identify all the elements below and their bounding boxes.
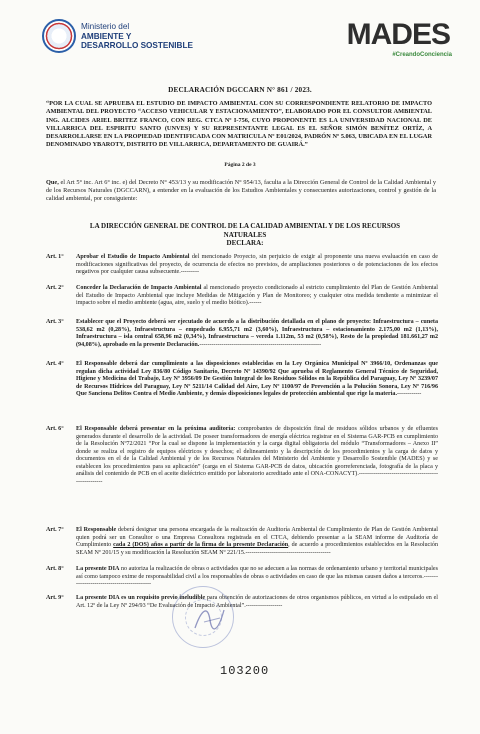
article-body: deberá designar una persona encargada de la realización de Auditoría Ambiental de Cumplimiento de Plan de Gestión Ambiental quien podrá ser un Consultor o una Empresa Consultora registrada en el CTCA, debiendo presentar a la SEAM informe de Auditoría de Cumplimiento: [76, 527, 438, 549]
article-lead: El Responsable: [76, 527, 117, 533]
direction-heading: [60, 222, 430, 248]
mades-tagline: #CreandoConciencia: [392, 52, 452, 58]
article-lead: La presente DIA: [76, 566, 120, 572]
article-underlined: cada 2 (DOS) años a partir de la firma de la presente Declaración: [113, 542, 289, 549]
ministry-line-2: AMBIENTE Y: [81, 31, 132, 41]
que-text: el Art 5° inc. Art 6° inc. e) del Decreto N° 453/13 y su modificación N° 954/13, faculta a la Dirección General de Control de la Calidad Ambiental y de los Recursos Naturales (DGCCARN), a entender en la evaluación de los Estudios Ambientales y consecuentes autorizaciones, control y gestión de la calidad ambiental, por consiguiente:: [46, 179, 436, 202]
article-text: [76, 527, 438, 557]
article-text: [76, 319, 438, 349]
page-number: Página 2 de 3: [224, 162, 256, 168]
article-lead: Conceder la Declaración de Impacto Ambiental: [76, 285, 202, 291]
article-body: del mencionado Proyecto, sin perjuicio de exigir al proponente una nueva evaluación en caso de modificaciones significativas del proyecto, de ocurrencia de efectos no previstos, de ampliaciones posteriores o de potenciaciones de los efectos negativos por cualquier causa subsecuente.---------: [76, 254, 438, 276]
article-label: Art. 6°: [46, 426, 64, 432]
direction-line-3: DECLARA:: [226, 239, 264, 247]
que-lead: Que,: [46, 179, 59, 186]
article-label: Art. 2°: [46, 285, 64, 291]
article-body: para obtención de autorizaciones de otros organismos públicos, en virtud a lo estipulado en el Art. 12º de la Ley Nº 294/93 “De Evaluación de Impacto Ambiental”.------------------: [76, 595, 438, 609]
article-label: Art. 3°: [46, 319, 64, 325]
article-body: comprobantes de disposición final de residuos sólidos urbanos y de efluentes generados durante el desarrollo de la actividad. De poseer transformadores de energía eléctrica registrar en el Sistema GAR-PCB en cumplimiento de la Resolución Nº72/2021 “Por la cual se dispone la implementación y la carga digital obligatoria del módulo “Transformadores – Anexo II” donde se realiza el registro de equipos eléctricos y desechos; el delineamiento y la descripción de los procedimientos y la carga de datos y documentos en el de la Calidad Ambiental y de los Recursos Naturales del Ministerio del Ambiente y Desarrollo Sostenible (MADES) y se establecen los procedimientos para su aplicación” (carga en el Sistema GAR-PCB de datos, ubicación georreferenciada, fotografía de la placa y análisis del contenido de PCB en el aceite dieléctrico emitido por laboratorio acreditado ante el ONA-CONACYT).----------------------------------------------------: [76, 426, 438, 485]
article-text: [76, 361, 438, 399]
article-label: Art. 7°: [46, 527, 64, 533]
direction-line-2: NATURALES: [223, 230, 267, 239]
article-text: [76, 426, 438, 486]
article-text: [76, 254, 438, 277]
article-6: [46, 426, 438, 486]
article-lead: La presente DIA es un requisito previo ineludible: [76, 595, 206, 601]
article-label: Art. 9°: [46, 595, 64, 601]
signature-icon: [190, 598, 230, 638]
article-body: ------------: [396, 391, 422, 398]
article-7: [46, 527, 438, 557]
document-header: [0, 0, 480, 70]
declaration-title: DECLARACIÓN DGCCARN N° 861 / 2023.: [168, 86, 312, 94]
article-9: [46, 595, 438, 610]
article-label: Art. 8°: [46, 566, 64, 572]
article-4: [46, 361, 438, 399]
article-lead: Aprobar el Estudio de Impacto Ambiental: [76, 254, 190, 260]
ministry-line-1: Ministerio del: [81, 22, 130, 31]
mades-logo: MADES: [346, 18, 450, 51]
ministry-line-3: DESARROLLO SOSTENIBLE: [81, 41, 193, 51]
article-3: [46, 319, 438, 349]
article-body-2: , de acuerdo a procedimientos establecidos en la Resolución SEAM Nº 201/15 y su modificación la Resolución SEAM Nº 221/15.------------------------------------------: [76, 542, 438, 556]
article-8: [46, 566, 438, 589]
document-serial-number: 103200: [220, 664, 270, 678]
article-body: no autoriza la realización de obras o actividades que no se adecuen a las normas de ordenamiento urbano y territorial municipales así como tampoco exime de responsabilidad civil a los responsables de obras o actividades en caso de que las mismas causen daños a terceros.--------------------------------------------: [76, 566, 439, 588]
article-lead: El Responsable deberá presentar en la próxima auditoría:: [76, 426, 236, 432]
article-text: [76, 285, 438, 308]
article-text: [76, 595, 438, 610]
article-label: Art. 1°: [46, 254, 64, 260]
article-label: Art. 4°: [46, 361, 64, 367]
article-body: ------------------------------------------------------------: [199, 341, 322, 348]
article-text: [76, 566, 438, 589]
article-body: al mencionado proyecto condicionado al estricto cumplimiento del Plan de Gestión Ambiental del Estudio de Impacto Ambiental que incluye Medidas de Mitigación y Plan de Monitoreo; y cualquier otra medida tendiente a minimizar el impacto sobre el medio ambiente (agua, aire, suelo y el medio biótico).------: [76, 285, 438, 307]
resolution-text: “POR LA CUAL SE APRUEBA EL ESTUDIO DE IMPACTO AMBIENTAL CON SU CORRESPONDIENTE RELATORIO DE IMPACTO AMBIENTAL DEL PROYECTO “ACCESO VEHICULAR Y ESTACIONAMIENTO”, ELABORADO POR EL CONSULTOR AMBIENTAL ING. ALCIDES ARIEL BRITEZ FRANCO, CON REG. CTCA Nº I-756, CUYO PROPONENTE ES LA UNIVERSIDAD NACIONAL DE VILLARRICA DEL ESPIRITU SANTO (UNVES) Y SU REPRESENTANTE LEGAL ES EL SEÑOR SIMÓN BENÍTEZ ORTÍZ, A DESARROLLARSE EN LA PROPIEDAD IDENTIFICADA CON MATRICULA Nº E01/2024, PADRÓN Nº 5.063, UBICADA EN EL LUGAR DENOMINADO YBAROTY, DISTRITO DE VILLARRICA, DEPARTAMENTO DE GUAIRÁ.”: [46, 100, 432, 149]
considering-paragraph: [46, 179, 436, 203]
article-lead: El Responsable deberá dar cumplimiento a las disposiciones establecidas en la Ley Orgánica Municipal Nº 3966/10, Ordenanzas que regulan dicha actividad Ley 836/80 Código Sanitario, Decreto Nº 14390/92 Que aprueba el Reglamento General Técnico de Seguridad, Higiene y Medicina del Trabajo, Ley Nº 3956/09 De Gestión Integral de los Residuos Sólidos en la República del Paraguay, Ley Nº 3239/07 de Recursos Hídricos del Paraguay, Ley Nº 5211/14 Calidad del Aire, Ley Nº 1100/97 de Prevención a la Polución Sonora, Ley Nº 716/96 Que Sanciona Delitos Contra el Medio Ambiente, y demás disposiciones legales de protección ambiental que rige la materia.: [76, 361, 438, 398]
ministry-seal-icon: [42, 19, 76, 53]
ministry-name: [81, 22, 193, 51]
article-lead: Establecer que el Proyecto deberá ser ejecutado de acuerdo a la distribución detallada en el plano de proyecto: Infraestructura – cuneta 538,62 m2 (0,28%), Infraestructura – empedrado 6.955,71 m2 (3,60%), Infraestructura – estacionamiento 2.175,00 m2 (1,13%), Infraestructura – isla central 658,96 m2 (0,34%), Infraestructura – vereda 1.112m, 53 m2 (0,58%), Resto de la propiedad 181.661,27 m2 (94,08%), aprobado en la presente Declaración.: [76, 319, 438, 348]
article-1: [46, 254, 438, 277]
article-2: [46, 285, 438, 308]
direction-line-1: LA DIRECCIÓN GENERAL DE CONTROL DE LA CALIDAD AMBIENTAL Y DE LOS RECURSOS: [89, 222, 401, 230]
